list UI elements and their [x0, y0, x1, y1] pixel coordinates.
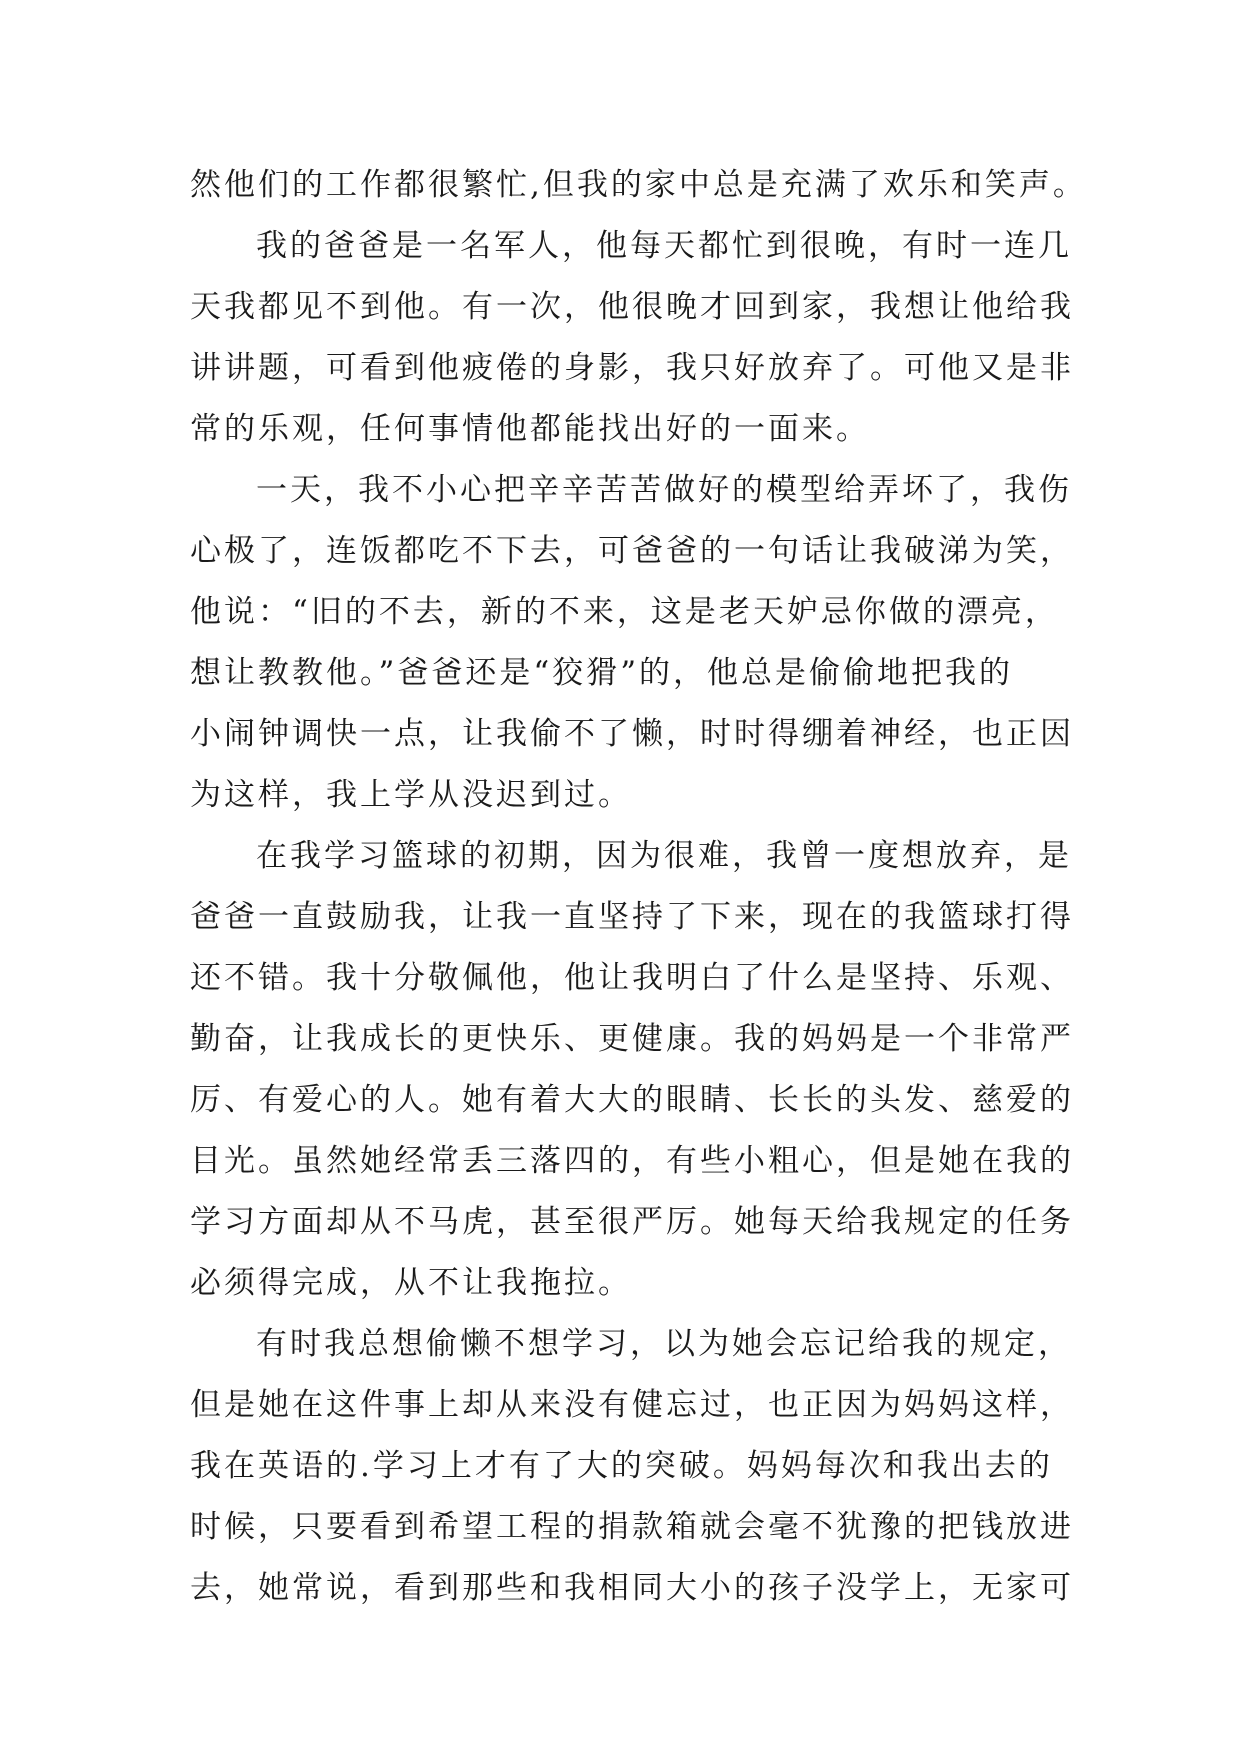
text-line: 必须得完成，从不让我拖拉。	[190, 1265, 632, 1301]
text-line: 常的乐观，任何事情他都能找出好的一面来。	[190, 411, 870, 447]
text-line: 有时我总想偷懒不想学习，以为她会忘记给我的规定，	[256, 1326, 1072, 1362]
text-line: 我的爸爸是一名军人，他每天都忙到很晚，有时一连几	[256, 228, 1072, 264]
text-line: 还不错。我十分敬佩他，他让我明白了什么是坚持、乐观、	[190, 960, 1074, 996]
text-line: 天我都见不到他。有一次，他很晚才回到家，我想让他给我	[190, 289, 1074, 325]
text-line: 然他们的工作都很繁忙,但我的家中总是充满了欢乐和笑声。	[190, 167, 1087, 203]
text-line: 勤奋，让我成长的更快乐、更健康。我的妈妈是一个非常严	[190, 1021, 1074, 1057]
text-line: 我在英语的.学习上才有了大的突破。妈妈每次和我出去的	[190, 1448, 1053, 1484]
text-line: 想让教教他。”爸爸还是“狡猾”的，他总是偷偷地把我的	[190, 655, 1014, 691]
text-line: 一天，我不小心把辛辛苦苦做好的模型给弄坏了，我伤	[256, 472, 1072, 508]
text-line: 心极了，连饭都吃不下去，可爸爸的一句话让我破涕为笑，	[190, 533, 1074, 569]
text-line: 为这样，我上学从没迟到过。	[190, 777, 632, 813]
text-line: 讲讲题，可看到他疲倦的身影，我只好放弃了。可他又是非	[190, 350, 1074, 386]
text-line: 厉、有爱心的人。她有着大大的眼睛、长长的头发、慈爱的	[190, 1082, 1074, 1118]
text-line: 时候，只要看到希望工程的捐款箱就会毫不犹豫的把钱放进	[190, 1509, 1074, 1545]
text-line: 去，她常说，看到那些和我相同大小的孩子没学上，无家可	[190, 1570, 1074, 1606]
text-line: 学习方面却从不马虎，甚至很严厉。她每天给我规定的任务	[190, 1204, 1074, 1240]
document-body	[190, 155, 1090, 1619]
text-line: 他说：“旧的不去，新的不来，这是老天妒忌你做的漂亮，	[190, 594, 1059, 630]
text-line: 小闹钟调快一点，让我偷不了懒，时时得绷着神经，也正因	[190, 716, 1074, 752]
text-line: 爸爸一直鼓励我，让我一直坚持了下来，现在的我篮球打得	[190, 899, 1074, 935]
text-line: 在我学习篮球的初期，因为很难，我曾一度想放弃，是	[256, 838, 1072, 874]
text-line: 但是她在这件事上却从来没有健忘过，也正因为妈妈这样，	[190, 1387, 1074, 1423]
text-line: 目光。虽然她经常丢三落四的，有些小粗心，但是她在我的	[190, 1143, 1074, 1179]
